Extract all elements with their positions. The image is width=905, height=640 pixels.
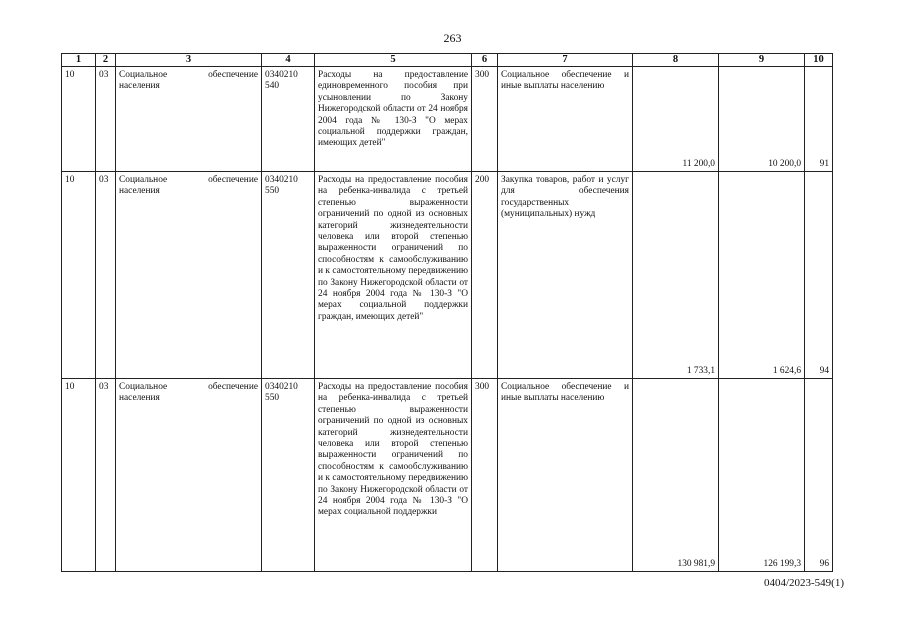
header-row: [62, 54, 833, 67]
header-col-8: 8: [633, 54, 719, 67]
execution-percent: 94: [805, 172, 833, 379]
planned-amount: 11 200,0: [633, 67, 719, 172]
budget-table: [61, 53, 833, 572]
section-name: Социальное обеспечение населения: [116, 172, 262, 379]
expense-description: Расходы на предоставление пособия на ребенка-инвалида с третьей степенью выраженности ограничений по одной из основных категорий жизнедеятельности человека или второй степенью выраженности ограничений по способностям к самообслуживанию и к самостоятельному передвижению по Закону Нижегородской области от 24 ноября 2004 года № 130-З "О мерах социальной поддержки: [315, 379, 472, 572]
document-code: 0404/2023-549(1): [763, 577, 844, 589]
expense-type-code: 200: [472, 172, 498, 379]
executed-amount: 10 200,0: [719, 67, 805, 172]
page-number: 263: [443, 31, 462, 45]
section-name: Социальное обеспечение населения: [116, 67, 262, 172]
subsection-code: 03: [96, 67, 116, 172]
expense-type-name: Закупка товаров, работ и услуг для обеспечения государственных (муниципальных) нужд: [498, 172, 633, 379]
section-name: Социальное обеспечение населения: [116, 379, 262, 572]
header-col-1: 1: [62, 54, 96, 67]
subsection-code: 03: [96, 172, 116, 379]
execution-percent: 96: [805, 379, 833, 572]
expense-type-code: 300: [472, 379, 498, 572]
executed-amount: 1 624,6: [719, 172, 805, 379]
expense-type-name: Социальное обеспечение и иные выплаты населению: [498, 67, 633, 172]
expense-description: Расходы на предоставление единовременного пособия при усыновлении по Закону Нижегородской области от 24 ноября 2004 года № 130-З "О мерах социальной поддержки граждан, имеющих детей": [315, 67, 472, 172]
section-code: 10: [62, 379, 96, 572]
target-article-code: 0340210 550: [262, 172, 315, 379]
planned-amount: 1 733,1: [633, 172, 719, 379]
header-col-6: 6: [472, 54, 498, 67]
header-col-2: 2: [96, 54, 116, 67]
header-col-5: 5: [315, 54, 472, 67]
target-article-code: 0340210 540: [262, 67, 315, 172]
header-col-10: 10: [805, 54, 833, 67]
header-col-9: 9: [719, 54, 805, 67]
executed-amount: 126 199,3: [719, 379, 805, 572]
subsection-code: 03: [96, 379, 116, 572]
header-col-3: 3: [116, 54, 262, 67]
header-col-4: 4: [262, 54, 315, 67]
target-article-code: 0340210 550: [262, 379, 315, 572]
table-row: [62, 172, 833, 379]
table-row: [62, 67, 833, 172]
header-col-7: 7: [498, 54, 633, 67]
section-code: 10: [62, 67, 96, 172]
section-code: 10: [62, 172, 96, 379]
execution-percent: 91: [805, 67, 833, 172]
table-row: [62, 379, 833, 572]
expense-type-name: Социальное обеспечение и иные выплаты населению: [498, 379, 633, 572]
expense-description: Расходы на предоставление пособия на ребенка-инвалида с третьей степенью выраженности ограничений по одной из основных категорий жизнедеятельности человека или второй степенью выраженности ограничений по способностям к самообслуживанию и к самостоятельному передвижению по Закону Нижегородской области от 24 ноября 2004 года № 130-З "О мерах социальной поддержки граждан, имеющих детей": [315, 172, 472, 379]
expense-type-code: 300: [472, 67, 498, 172]
planned-amount: 130 981,9: [633, 379, 719, 572]
